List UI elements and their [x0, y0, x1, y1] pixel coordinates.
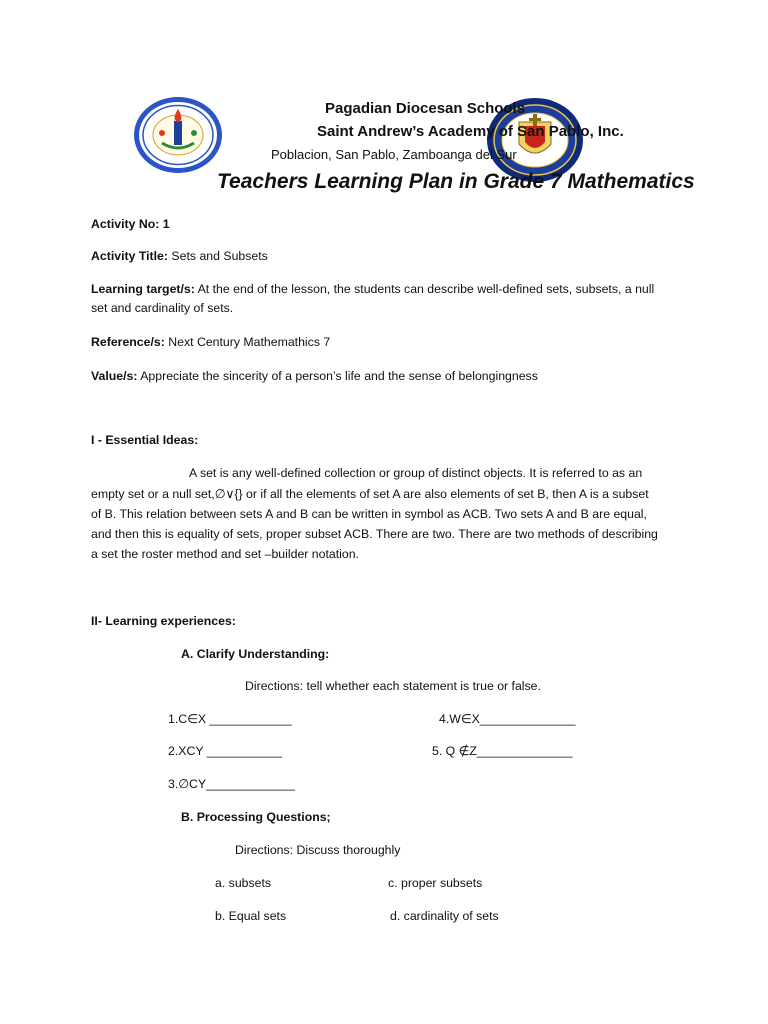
values-value: Appreciate the sincerity of a person’s life and the sense of belongingness	[137, 369, 538, 383]
item-2: 2.XCY ___________	[168, 744, 282, 758]
essential-ideas-heading: I - Essential Ideas:	[91, 433, 199, 447]
essential-line-2: empty set or a null set,∅∨{} or if all the elements of set A are also elements of set B, then A is a subset	[91, 487, 649, 501]
activity-no: Activity No: 1	[91, 217, 170, 231]
essential-line-4: and then this is equality of sets, proper subset ACB. There are two. There are two methods of describing	[91, 527, 658, 541]
topic-d: d. cardinality of sets	[390, 909, 499, 923]
learning-experiences-heading: II- Learning experiences:	[91, 614, 236, 628]
topic-c: c. proper subsets	[388, 876, 483, 890]
document-title: Teachers Learning Plan in Grade 7 Mathematics	[217, 170, 695, 193]
learning-target-value: At the end of the lesson, the students can describe well-defined sets, subsets, a null	[194, 282, 655, 296]
topic-b: b. Equal sets	[215, 909, 287, 923]
activity-title-value: Sets and Subsets	[168, 249, 268, 263]
header-line-1: Pagadian Diocesan Schools	[325, 100, 526, 117]
reference-label: Reference/s:	[91, 335, 165, 349]
values-label: Value/s:	[91, 369, 138, 383]
learning-target-line-2: set and cardinality of sets.	[91, 301, 234, 315]
clarify-directions: Directions: tell whether each statement is true or false.	[245, 679, 541, 693]
values	[91, 366, 538, 386]
item-5: 5. Q ∉Z______________	[432, 744, 573, 758]
learning-target-label: Learning target/s:	[91, 282, 195, 296]
processing-heading: B. Processing Questions;	[181, 810, 331, 824]
reference	[91, 332, 330, 352]
reference-value: Next Century Mathemathics 7	[164, 335, 331, 349]
essential-line-5: a set the roster method and set –builder notation.	[91, 547, 359, 561]
essential-line-1: A set is any well-defined collection or group of distinct objects. It is referred to as an	[189, 466, 643, 480]
header-line-3: Poblacion, San Pablo, Zamboanga del Sur	[271, 147, 517, 162]
topic-a: a. subsets	[215, 876, 272, 890]
essential-line-3: of B. This relation between sets A and B can be written in symbol as ACB. Two sets A and B are equal,	[91, 507, 647, 521]
item-1: 1.C∈X ____________	[168, 712, 292, 726]
item-4: 4.W∈X______________	[439, 712, 576, 726]
item-3: 3.∅CY_____________	[168, 777, 295, 791]
learning-target	[91, 279, 654, 299]
school-seal-left-icon	[132, 95, 224, 175]
processing-directions: Directions: Discuss thoroughly	[235, 843, 401, 857]
activity-title	[91, 246, 268, 266]
school-seal-left	[132, 95, 224, 175]
header-line-2: Saint Andrew’s Academy of San Pablo, Inc.	[317, 123, 624, 140]
clarify-heading: A. Clarify Understanding:	[181, 647, 330, 661]
activity-title-label: Activity Title:	[91, 249, 168, 263]
